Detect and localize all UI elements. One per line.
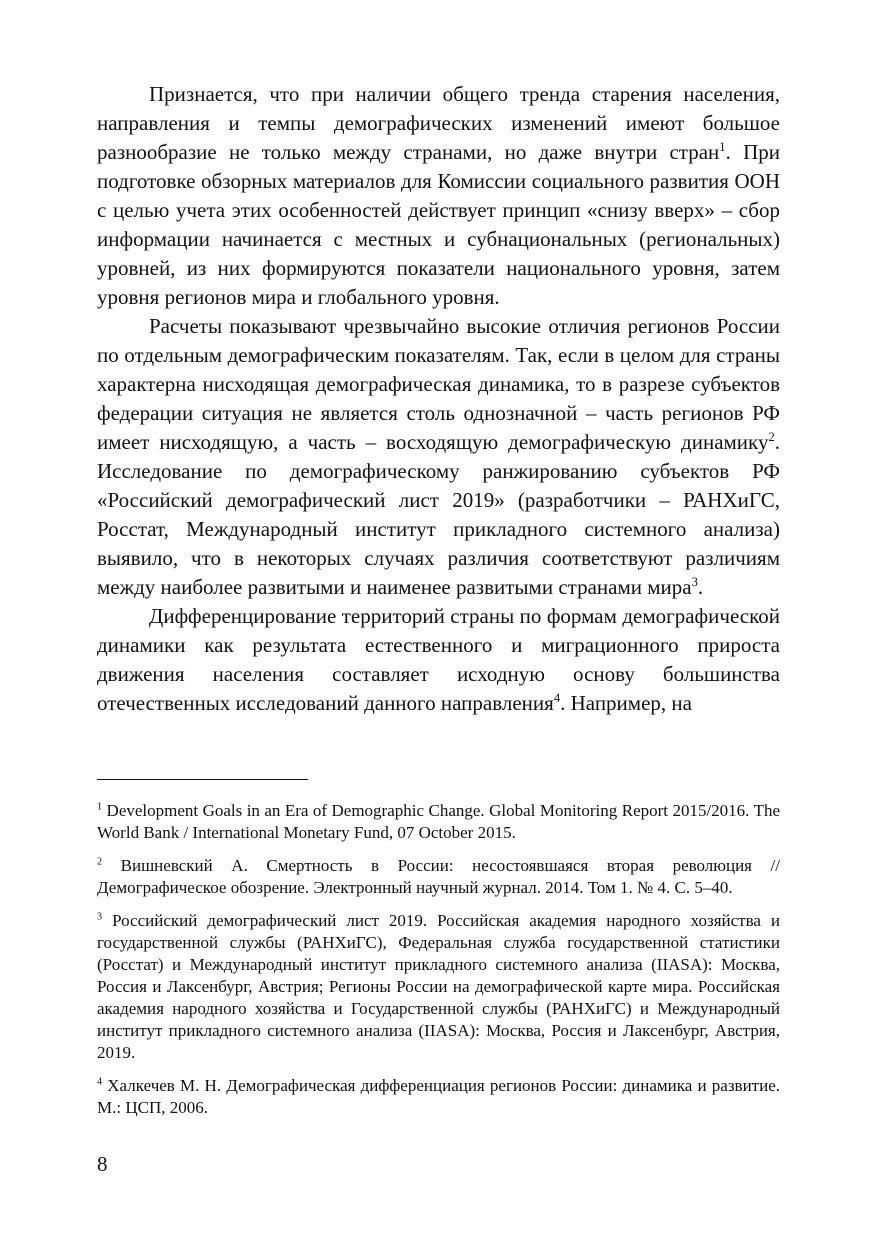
footnote-ref-4[interactable]: 4	[553, 691, 561, 705]
footnote-4	[97, 1075, 780, 1119]
paragraph-text: Признается, что при наличии общего тренда старения населения, направления и темпы демографических изменений имеют большое разнообразие не только между странами, но даже внутри стран	[97, 82, 780, 164]
paragraph-text: . Например, на	[560, 691, 692, 715]
footnotes	[97, 800, 780, 1130]
footnote-3	[97, 910, 780, 1064]
footnote-text: Development Goals in an Era of Demographic Change. Global Monitoring Report 2015/2016. The World Bank / International Monetary Fund, 07 October 2015.	[97, 801, 780, 842]
footnote-text: Халкечев М. Н. Демографическая дифференциация регионов России: динамика и развитие. М.: ЦСП, 2006.	[97, 1076, 780, 1117]
footnote-2	[97, 855, 780, 899]
footnote-separator	[97, 779, 308, 780]
paragraph-text: .	[697, 575, 704, 599]
paragraph-text: Дифференцирование территорий страны по формам демографической динамики как результата естественного и миграционного прироста движения населения составляет исходную основу большинства отечественных исследований данного направления	[97, 604, 780, 715]
footnote-number: 3	[97, 911, 103, 923]
paragraph-text: . Исследование по демографическому ранжированию субъектов РФ «Российский демографический лист 2019» (разработчики – РАНХиГС, Росстат, Международный институт прикладного системного анализа) выявило, что в некоторых случаях различия соответствуют различиям между наиболее развитыми и наименее развитыми странами мира	[97, 430, 780, 599]
paragraph-text: . При подготовке обзорных материалов для Комиссии социального развития ООН с целью учета этих особенностей действует принцип «снизу вверх» – сбор информации начинается с местных и субнациональных (региональных) уровней, из них формируются показатели национального уровня, затем уровня регионов мира и глобального уровня.	[97, 140, 781, 309]
footnote-number: 1	[97, 801, 103, 813]
footnote-text: Российский демографический лист 2019. Российская академия народного хозяйства и государственной службы (РАНХиГС), Федеральная служба государственной статистики (Росстат) и Международный институт прикладного системного анализа (IIASA): Москва, Россия и Лаксенбург, Австрия; Регионы России на демографической карте мира. Российская академия народного хозяйства и Государственной службы (РАНХиГС) и Международный институт прикладного системного анализа (IIASA): Москва, Россия и Лаксенбург, Австрия, 2019.	[97, 911, 781, 1062]
paragraph-aging-trend	[97, 80, 780, 312]
footnote-text: Вишневский А. Смертность в России: несостоявшаяся вторая революция // Демографическое обозрение. Электронный научный журнал. 2014. Том 1. № 4. С. 5–40.	[97, 856, 781, 897]
footnote-ref-3[interactable]: 3	[691, 575, 698, 589]
paragraph-text: Расчеты показывают чрезвычайно высокие отличия регионов России по отдельным демографическим показателям. Так, если в целом для страны характерна нисходящая демографическая динамика, то в разрезе субъектов федерации ситуация не является столь однозначной – часть регионов РФ имеет нисходящую, а часть – восходящую демографическую динамику	[97, 314, 780, 454]
footnote-1	[97, 800, 780, 844]
footnote-ref-1[interactable]: 1	[719, 140, 726, 154]
page-number: 8	[97, 1152, 108, 1176]
footnote-number: 2	[97, 856, 103, 868]
page-body	[97, 80, 780, 718]
footnote-ref-2[interactable]: 2	[768, 430, 775, 444]
paragraph-differentiation	[97, 602, 780, 718]
footnote-number: 4	[97, 1076, 103, 1088]
paragraph-regional-differences	[97, 312, 780, 602]
